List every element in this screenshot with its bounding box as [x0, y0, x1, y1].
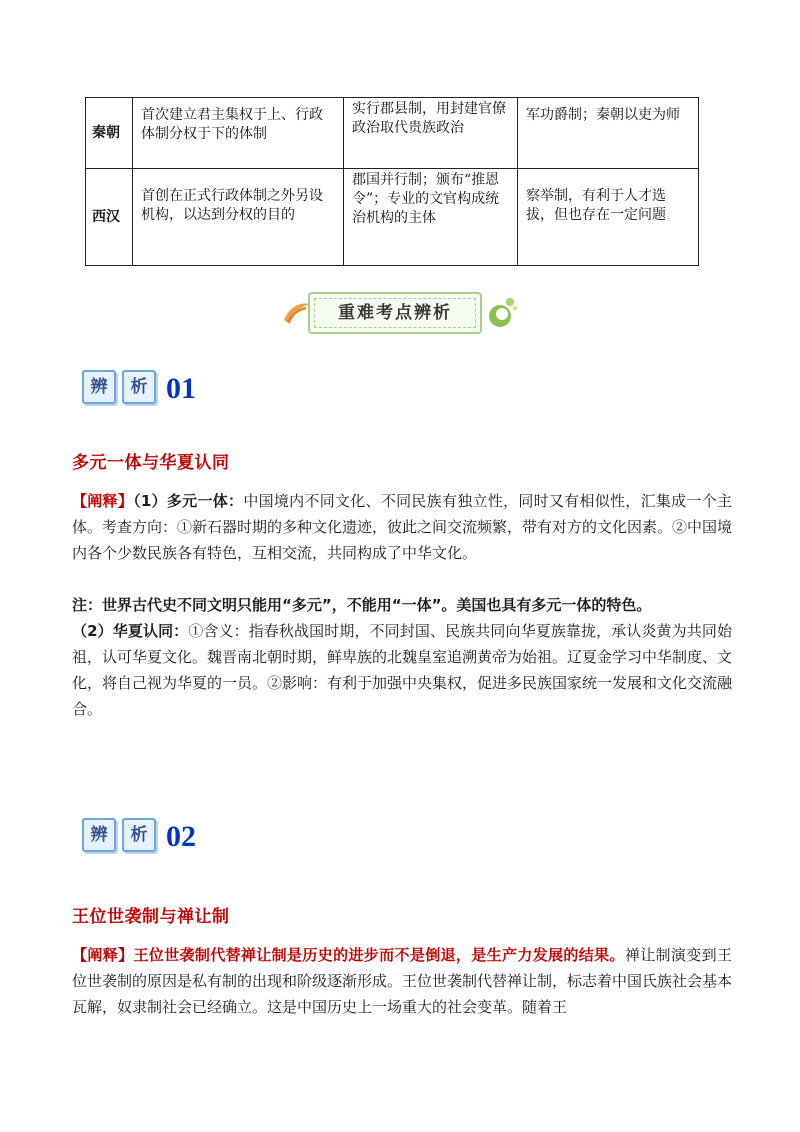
comparison-table: [85, 97, 699, 266]
paragraph-text: 禅让制演变到王位世袭制的原因是私有制的出现和阶级逐渐形成。王位世袭制代替禅让制，标志着中国氏族社会基本瓦解，奴隶制社会已经确立。这是中国历史上一场重大的社会变革。随着王: [72, 946, 733, 1016]
paragraph-explanation: [72, 488, 732, 566]
paragraph-explanation: [72, 942, 732, 1020]
table-cell: 首次建立君主集权于上、行政体制分权于下的体制: [133, 98, 344, 169]
table-row: [86, 98, 699, 169]
table-cell: 察举制，有利于人才选拔，但也存在一定问题: [518, 169, 699, 266]
note-text: 注：世界古代史不同文明只能用“多元”，不能用“一体”。美国也具有多元一体的特色。: [72, 596, 652, 614]
section-number: 02: [166, 820, 196, 853]
section-header-01: [82, 366, 196, 410]
tag-bian: 辨: [82, 370, 116, 404]
leaf-ornament-icon: [484, 294, 520, 332]
table-cell-era: 西汉: [86, 169, 133, 266]
table-cell: 军功爵制；秦朝以吏为师: [518, 98, 699, 169]
section-header-02: [82, 814, 196, 858]
tag-bian: 辨: [82, 818, 116, 852]
tag-xi: 析: [122, 370, 156, 404]
subheading: （2）华夏认同：: [72, 622, 189, 640]
table-cell-era: 秦朝: [86, 98, 133, 169]
section-banner: [280, 288, 520, 338]
tag-xi: 析: [122, 818, 156, 852]
section-number: 01: [166, 372, 196, 405]
subheading: （1）多元一体：: [133, 492, 244, 510]
table-cell: 首创在正式行政体制之外另设机构，以达到分权的目的: [133, 169, 344, 266]
table-row: [86, 169, 699, 266]
paragraph-text: ①含义：指春秋战国时期，不同封国、民族共同向华夏族靠拢，承认炎黄为共同始祖，认可华夏文化。魏晋南北朝时期，鲜卑族的北魏皇室追溯黄帝为始祖。辽夏金学习中华制度、文化，将自己视为华夏的一员。②影响：有利于加强中央集权，促进多民族国家统一发展和文化交流融合。: [72, 622, 733, 718]
section-title: 多元一体与华夏认同: [72, 453, 230, 473]
banner-title: 重难考点辨析: [338, 303, 452, 323]
highlight-text: 王位世袭制代替禅让制是历史的进步而不是倒退，是生产力发展的结果。: [133, 946, 625, 964]
section-title: 王位世袭制与禅让制: [72, 907, 230, 927]
table-cell: 实行郡县制，用封建官僚政治取代贵族政治: [344, 98, 518, 169]
paragraph-text: 中国境内不同文化、不同民族有独立性，同时又有相似性，汇集成一个主体。考查方向：①新石器时期的多种文化遗迹，彼此之间交流频繁，带有对方的文化因素。②中国境内各个少数民族各有特色，互相交流，共同构成了中华文化。: [72, 492, 733, 562]
bracket-label: 【阐释】: [72, 946, 134, 964]
table-cell: 郡国并行制；颁布“推恩令”；专业的文官构成统治机构的主体: [344, 169, 518, 266]
bracket-label: 【阐释】: [72, 492, 134, 510]
paragraph-identity: [72, 618, 732, 722]
